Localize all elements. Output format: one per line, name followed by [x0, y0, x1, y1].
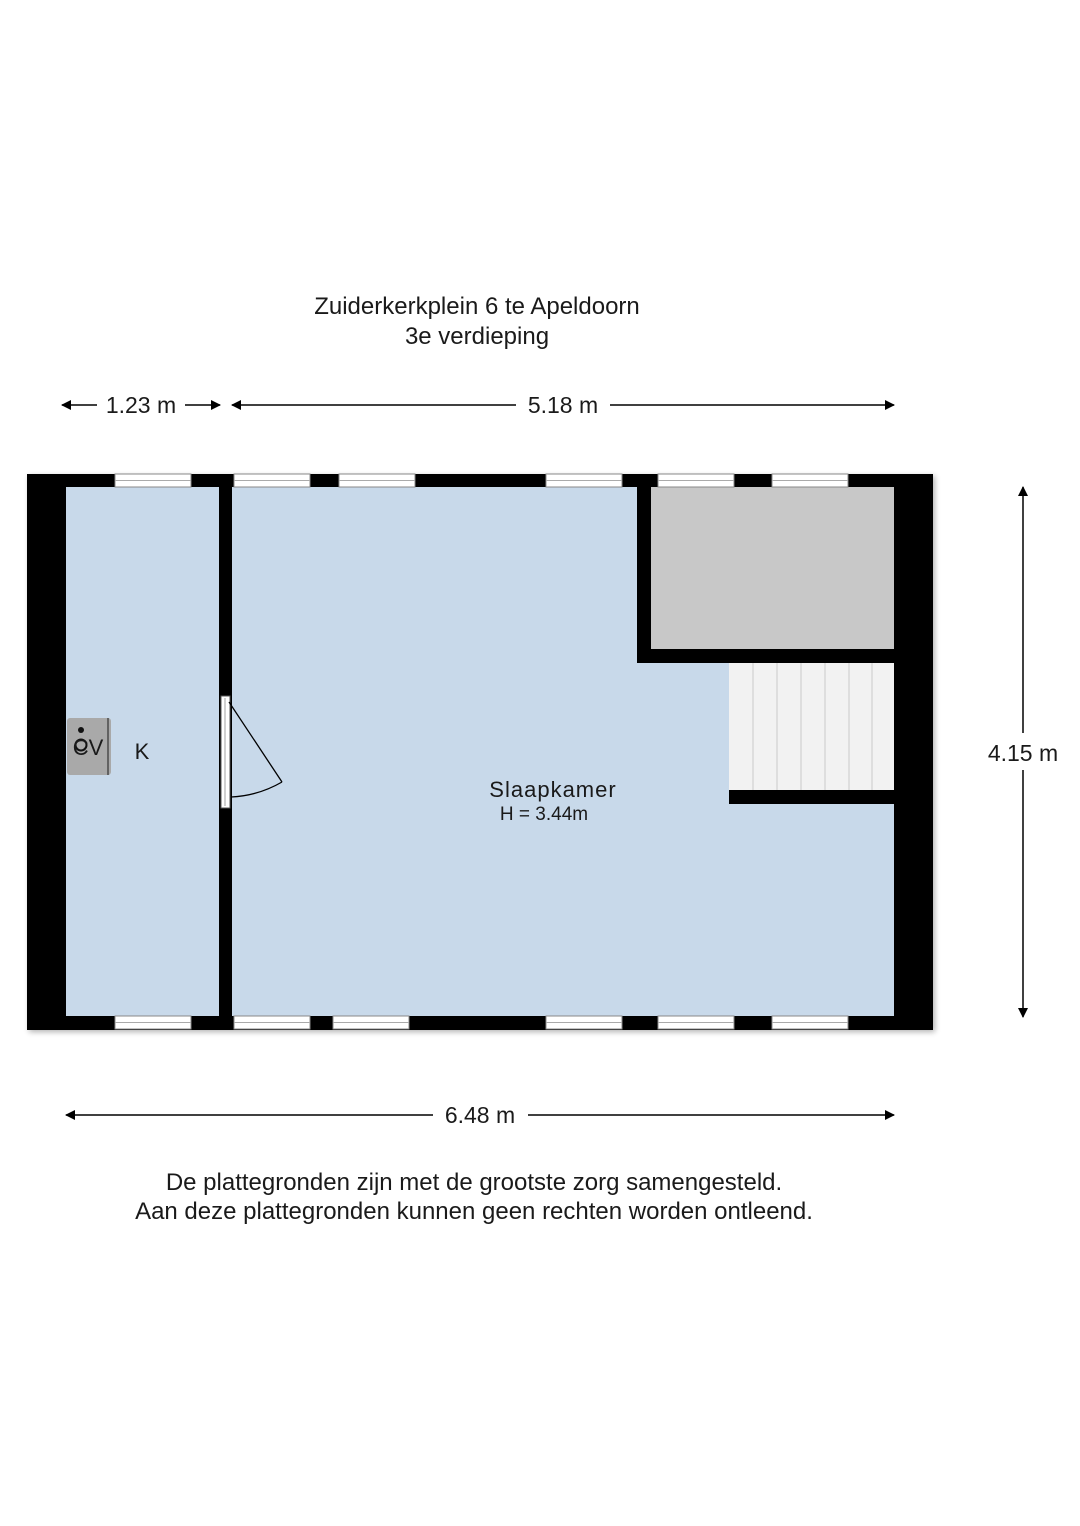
stairs — [729, 663, 894, 804]
cv-label: CV — [72, 735, 104, 760]
void-wall-bottom — [651, 649, 729, 663]
dim-right-side — [988, 487, 1058, 1017]
dim-top-left — [62, 392, 220, 418]
dim-bottom-total-label: 6.48 m — [444, 1102, 516, 1128]
room-bedroom-height: H = 3.44m — [499, 804, 589, 825]
room-bedroom-label: Slaapkamer — [489, 777, 617, 802]
void-area — [651, 487, 894, 649]
dim-right-side-label: 4.15 m — [987, 740, 1059, 766]
dim-top-left-label: 1.23 m — [105, 392, 177, 418]
disclaimer-line-2: Aan deze plattegronden kunnen geen rechten worden ontleend. — [135, 1198, 813, 1225]
plan-floor-subtitle: 3e verdieping — [404, 323, 550, 350]
disclaimer-line-1: De plattegronden zijn met de grootste zorg samengesteld. — [165, 1169, 783, 1196]
cv-boiler-icon — [67, 718, 111, 775]
dim-top-right-label: 5.18 m — [527, 392, 599, 418]
dim-top-right — [232, 392, 894, 418]
plan-address-title: Zuiderkerkplein 6 te Apeldoorn — [314, 293, 640, 320]
room-k-label: K — [134, 739, 150, 764]
dim-bottom-total — [66, 1102, 894, 1128]
